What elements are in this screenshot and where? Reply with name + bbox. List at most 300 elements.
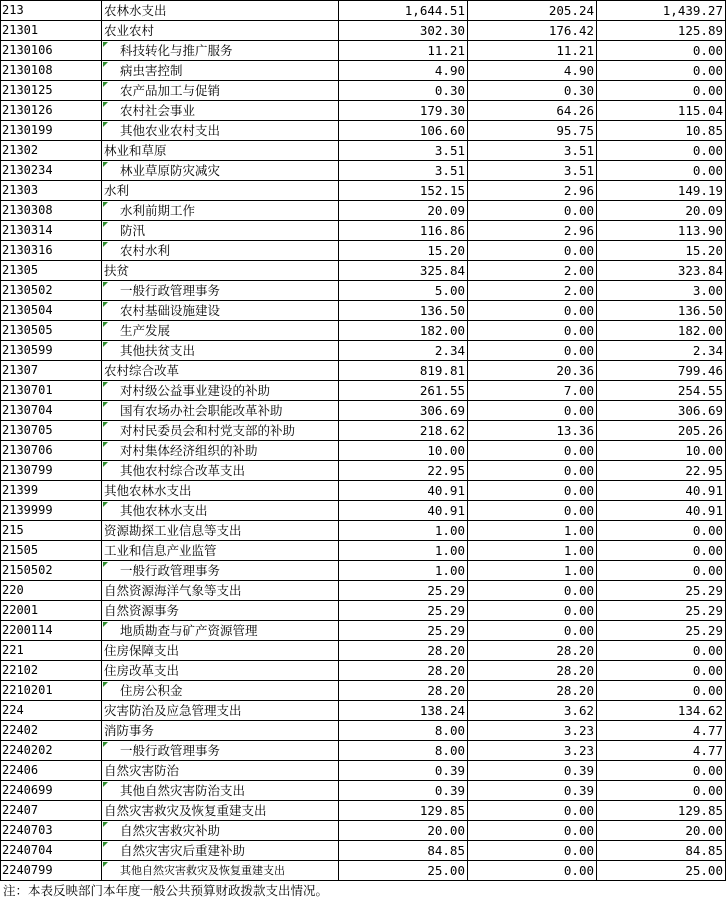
function-code-cell-text: 2240799 (2, 863, 53, 877)
function-name-cell (102, 461, 339, 481)
table-row (1, 481, 726, 501)
table-row (1, 301, 726, 321)
function-name-cell (102, 521, 339, 541)
basic-expenditure-cell-text: 0.00 (563, 243, 594, 258)
total-amount-cell-text: 8.00 (434, 723, 465, 738)
table-row (1, 681, 726, 701)
function-name-cell (102, 661, 339, 681)
basic-expenditure-cell (468, 441, 597, 461)
function-name-cell-text: 灾害防治及应急管理支出 (104, 703, 242, 718)
function-code-cell (1, 341, 102, 361)
total-amount-cell-text: 28.20 (427, 683, 465, 698)
function-name-cell (102, 101, 339, 121)
table-row (1, 21, 726, 41)
total-amount-cell-text: 2.34 (434, 343, 465, 358)
table-row (1, 321, 726, 341)
basic-expenditure-cell (468, 721, 597, 741)
function-code-cell-text: 2130125 (2, 83, 53, 97)
basic-expenditure-cell (468, 561, 597, 581)
function-name-cell (102, 581, 339, 601)
basic-expenditure-cell-text: 3.51 (563, 163, 594, 178)
basic-expenditure-cell (468, 801, 597, 821)
function-code-cell-text: 22407 (2, 803, 39, 817)
function-code-cell (1, 201, 102, 221)
function-code-cell-text: 2240699 (2, 783, 53, 797)
table-row (1, 401, 726, 421)
project-expenditure-cell-text: 115.04 (677, 103, 723, 118)
function-name-cell (102, 561, 339, 581)
total-amount-cell (339, 201, 468, 221)
function-code-cell-text: 2130314 (2, 223, 53, 237)
total-amount-cell-text: 10.00 (427, 443, 465, 458)
function-name-cell (102, 301, 339, 321)
project-expenditure-cell (597, 241, 726, 261)
basic-expenditure-cell-text: 0.00 (563, 603, 594, 618)
total-amount-cell-text: 5.00 (434, 283, 465, 298)
table-row (1, 821, 726, 841)
basic-expenditure-cell (468, 341, 597, 361)
function-code-cell (1, 481, 102, 501)
function-code-cell (1, 301, 102, 321)
basic-expenditure-cell (468, 1, 597, 21)
cell-comment-marker-icon (103, 382, 108, 387)
total-amount-cell-text: 25.00 (427, 863, 465, 878)
basic-expenditure-cell (468, 481, 597, 501)
project-expenditure-cell-text: 254.55 (677, 383, 723, 398)
project-expenditure-cell-text: 0.00 (692, 163, 723, 178)
total-amount-cell-text: 22.95 (427, 463, 465, 478)
total-amount-cell (339, 461, 468, 481)
function-code-cell (1, 381, 102, 401)
function-name-cell (102, 281, 339, 301)
function-name-cell-text: 水利 (104, 183, 130, 198)
function-name-cell (102, 1, 339, 21)
total-amount-cell (339, 81, 468, 101)
basic-expenditure-cell-text: 64.26 (556, 103, 594, 118)
table-row (1, 141, 726, 161)
basic-expenditure-cell-text: 0.00 (563, 823, 594, 838)
project-expenditure-cell-text: 0.00 (692, 643, 723, 658)
function-code-cell (1, 121, 102, 141)
function-code-cell-text: 2130701 (2, 383, 53, 397)
project-expenditure-cell (597, 21, 726, 41)
cell-comment-marker-icon (103, 622, 108, 627)
total-amount-cell-text: 25.29 (427, 603, 465, 618)
table-row (1, 661, 726, 681)
project-expenditure-cell (597, 101, 726, 121)
cell-comment-marker-icon (103, 122, 108, 127)
function-name-cell-text: 自然灾害防治 (104, 763, 180, 778)
total-amount-cell (339, 1, 468, 21)
project-expenditure-cell-text: 1,439.27 (662, 3, 723, 18)
project-expenditure-cell-text: 20.09 (685, 203, 723, 218)
project-expenditure-cell (597, 361, 726, 381)
function-code-cell (1, 801, 102, 821)
function-code-cell (1, 501, 102, 521)
project-expenditure-cell (597, 261, 726, 281)
basic-expenditure-cell (468, 841, 597, 861)
table-row (1, 561, 726, 581)
project-expenditure-cell (597, 141, 726, 161)
total-amount-cell (339, 61, 468, 81)
table-row (1, 241, 726, 261)
total-amount-cell-text: 325.84 (419, 263, 465, 278)
basic-expenditure-cell-text: 0.00 (563, 323, 594, 338)
table-row (1, 101, 726, 121)
total-amount-cell (339, 741, 468, 761)
cell-comment-marker-icon (103, 402, 108, 407)
function-code-cell-text: 21301 (2, 23, 39, 37)
function-name-cell-text: 自然资源事务 (104, 603, 180, 618)
function-code-cell (1, 461, 102, 481)
basic-expenditure-cell (468, 301, 597, 321)
basic-expenditure-cell-text: 0.30 (563, 83, 594, 98)
basic-expenditure-cell (468, 261, 597, 281)
function-code-cell (1, 101, 102, 121)
function-name-cell (102, 341, 339, 361)
function-code-cell-text: 21305 (2, 263, 39, 277)
basic-expenditure-cell-text: 4.90 (563, 63, 594, 78)
total-amount-cell-text: 138.24 (419, 703, 465, 718)
total-amount-cell (339, 321, 468, 341)
function-code-cell (1, 41, 102, 61)
project-expenditure-cell (597, 841, 726, 861)
function-code-cell-text: 2130199 (2, 123, 53, 137)
project-expenditure-cell (597, 401, 726, 421)
project-expenditure-cell-text: 15.20 (685, 243, 723, 258)
project-expenditure-cell-text: 0.00 (692, 783, 723, 798)
total-amount-cell-text: 136.50 (419, 303, 465, 318)
cell-comment-marker-icon (103, 842, 108, 847)
function-code-cell-text: 22402 (2, 723, 39, 737)
basic-expenditure-cell-text: 3.51 (563, 143, 594, 158)
total-amount-cell (339, 441, 468, 461)
table-row (1, 381, 726, 401)
table-row (1, 61, 726, 81)
total-amount-cell-text: 106.60 (419, 123, 465, 138)
project-expenditure-cell (597, 761, 726, 781)
basic-expenditure-cell (468, 361, 597, 381)
function-code-cell-text: 21505 (2, 543, 39, 557)
basic-expenditure-cell-text: 0.00 (563, 443, 594, 458)
project-expenditure-cell-text: 0.00 (692, 683, 723, 698)
function-name-cell-text: 农林水支出 (104, 3, 167, 18)
total-amount-cell-text: 152.15 (419, 183, 465, 198)
basic-expenditure-cell (468, 161, 597, 181)
project-expenditure-cell-text: 799.46 (677, 363, 723, 378)
total-amount-cell-text: 116.86 (419, 223, 465, 238)
function-name-cell (102, 241, 339, 261)
table-row (1, 861, 726, 881)
function-code-cell (1, 641, 102, 661)
function-code-cell (1, 401, 102, 421)
project-expenditure-cell-text: 40.91 (685, 503, 723, 518)
basic-expenditure-cell (468, 641, 597, 661)
function-code-cell-text: 2130234 (2, 163, 53, 177)
basic-expenditure-cell (468, 741, 597, 761)
basic-expenditure-cell (468, 321, 597, 341)
function-code-cell-text: 2130704 (2, 403, 53, 417)
total-amount-cell-text: 306.69 (419, 403, 465, 418)
function-name-cell-text: 扶贫 (104, 263, 130, 278)
basic-expenditure-cell-text: 2.96 (563, 223, 594, 238)
function-name-cell (102, 541, 339, 561)
cell-comment-marker-icon (103, 462, 108, 467)
basic-expenditure-cell-text: 0.00 (563, 303, 594, 318)
basic-expenditure-cell (468, 501, 597, 521)
function-code-cell (1, 541, 102, 561)
total-amount-cell (339, 301, 468, 321)
project-expenditure-cell (597, 541, 726, 561)
project-expenditure-cell (597, 441, 726, 461)
table-body (1, 1, 726, 881)
basic-expenditure-cell-text: 0.00 (563, 343, 594, 358)
project-expenditure-cell (597, 781, 726, 801)
function-code-cell-text: 21307 (2, 363, 39, 377)
function-name-cell-text: 农村基础设施建设 (120, 303, 221, 318)
total-amount-cell-text: 261.55 (419, 383, 465, 398)
total-amount-cell (339, 381, 468, 401)
project-expenditure-cell (597, 661, 726, 681)
table-row (1, 621, 726, 641)
total-amount-cell (339, 221, 468, 241)
cell-comment-marker-icon (103, 82, 108, 87)
table-row (1, 441, 726, 461)
project-expenditure-cell-text: 0.00 (692, 663, 723, 678)
basic-expenditure-cell (468, 181, 597, 201)
project-expenditure-cell (597, 341, 726, 361)
project-expenditure-cell-text: 136.50 (677, 303, 723, 318)
function-name-cell (102, 681, 339, 701)
total-amount-cell-text: 4.90 (434, 63, 465, 78)
function-name-cell-text: 住房改革支出 (104, 663, 180, 678)
function-code-cell-text: 2130316 (2, 243, 53, 257)
total-amount-cell (339, 161, 468, 181)
total-amount-cell-text: 819.81 (419, 363, 465, 378)
function-name-cell-text: 工业和信息产业监管 (104, 543, 217, 558)
total-amount-cell (339, 861, 468, 881)
project-expenditure-cell (597, 81, 726, 101)
basic-expenditure-cell (468, 781, 597, 801)
total-amount-cell (339, 521, 468, 541)
cell-comment-marker-icon (103, 742, 108, 747)
table-row (1, 181, 726, 201)
function-code-cell-text: 2130799 (2, 463, 53, 477)
project-expenditure-cell-text: 0.00 (692, 543, 723, 558)
basic-expenditure-cell (468, 661, 597, 681)
function-name-cell-text: 住房公积金 (120, 683, 183, 698)
project-expenditure-cell (597, 461, 726, 481)
basic-expenditure-cell (468, 861, 597, 881)
function-code-cell (1, 721, 102, 741)
basic-expenditure-cell-text: 0.00 (563, 583, 594, 598)
function-code-cell-text: 2130706 (2, 443, 53, 457)
cell-comment-marker-icon (103, 442, 108, 447)
function-name-cell (102, 501, 339, 521)
total-amount-cell (339, 821, 468, 841)
basic-expenditure-cell (468, 761, 597, 781)
function-name-cell-text: 农业农村 (104, 23, 155, 38)
total-amount-cell (339, 181, 468, 201)
total-amount-cell-text: 1.00 (434, 523, 465, 538)
total-amount-cell-text: 25.29 (427, 583, 465, 598)
total-amount-cell-text: 11.21 (427, 43, 465, 58)
cell-comment-marker-icon (103, 202, 108, 207)
function-code-cell-text: 2200114 (2, 623, 53, 637)
cell-comment-marker-icon (103, 282, 108, 287)
function-code-cell (1, 521, 102, 541)
table-row (1, 721, 726, 741)
project-expenditure-cell (597, 161, 726, 181)
function-code-cell-text: 2240704 (2, 843, 53, 857)
function-name-cell (102, 261, 339, 281)
function-name-cell-text: 农村综合改革 (104, 363, 180, 378)
project-expenditure-cell (597, 601, 726, 621)
project-expenditure-cell (597, 561, 726, 581)
project-expenditure-cell-text: 4.77 (692, 723, 723, 738)
project-expenditure-cell-text: 10.85 (685, 123, 723, 138)
total-amount-cell (339, 401, 468, 421)
total-amount-cell (339, 581, 468, 601)
function-name-cell (102, 221, 339, 241)
table-row (1, 261, 726, 281)
table-row (1, 841, 726, 861)
basic-expenditure-cell (468, 61, 597, 81)
basic-expenditure-cell-text: 0.00 (563, 843, 594, 858)
total-amount-cell (339, 341, 468, 361)
cell-comment-marker-icon (103, 502, 108, 507)
function-name-cell-text: 科技转化与推广服务 (120, 43, 233, 58)
total-amount-cell (339, 261, 468, 281)
total-amount-cell (339, 481, 468, 501)
total-amount-cell (339, 641, 468, 661)
table-row (1, 601, 726, 621)
function-code-cell-text: 2130106 (2, 43, 53, 57)
function-code-cell (1, 441, 102, 461)
total-amount-cell-text: 25.29 (427, 623, 465, 638)
table-row (1, 1, 726, 21)
function-code-cell-text: 2130505 (2, 323, 53, 337)
function-code-cell (1, 181, 102, 201)
function-name-cell-text: 农村社会事业 (120, 103, 196, 118)
table-row (1, 161, 726, 181)
total-amount-cell (339, 841, 468, 861)
function-name-cell-text: 自然灾害救灾补助 (120, 823, 221, 838)
basic-expenditure-cell (468, 81, 597, 101)
total-amount-cell-text: 0.39 (434, 763, 465, 778)
basic-expenditure-cell-text: 0.00 (563, 463, 594, 478)
project-expenditure-cell (597, 581, 726, 601)
project-expenditure-cell (597, 481, 726, 501)
project-expenditure-cell-text: 40.91 (685, 483, 723, 498)
project-expenditure-cell (597, 741, 726, 761)
table-row (1, 761, 726, 781)
basic-expenditure-cell-text: 1.00 (563, 543, 594, 558)
function-code-cell-text: 221 (2, 643, 24, 657)
basic-expenditure-cell (468, 121, 597, 141)
function-code-cell-text: 2130126 (2, 103, 53, 117)
function-name-cell (102, 61, 339, 81)
function-code-cell-text: 2130504 (2, 303, 53, 317)
basic-expenditure-cell-text: 28.20 (556, 683, 594, 698)
cell-comment-marker-icon (103, 782, 108, 787)
table-row (1, 741, 726, 761)
function-name-cell-text: 对村集体经济组织的补助 (120, 443, 258, 458)
project-expenditure-cell (597, 821, 726, 841)
project-expenditure-cell-text: 10.00 (685, 443, 723, 458)
function-code-cell (1, 81, 102, 101)
function-code-cell-text: 2130502 (2, 283, 53, 297)
function-name-cell-text: 对村级公益事业建设的补助 (120, 383, 271, 398)
function-name-cell-text: 一般行政管理事务 (120, 563, 221, 578)
function-code-cell (1, 601, 102, 621)
total-amount-cell-text: 3.51 (434, 143, 465, 158)
project-expenditure-cell (597, 1, 726, 21)
project-expenditure-cell (597, 301, 726, 321)
cell-comment-marker-icon (103, 302, 108, 307)
function-name-cell-text: 国有农场办社会职能改革补助 (120, 403, 283, 418)
total-amount-cell-text: 1,644.51 (404, 3, 465, 18)
basic-expenditure-cell-text: 28.20 (556, 643, 594, 658)
table-row (1, 581, 726, 601)
function-name-cell-text: 其他农林水支出 (120, 503, 208, 518)
function-code-cell (1, 741, 102, 761)
function-name-cell (102, 861, 339, 881)
basic-expenditure-cell (468, 221, 597, 241)
basic-expenditure-cell-text: 1.00 (563, 563, 594, 578)
cell-comment-marker-icon (103, 242, 108, 247)
basic-expenditure-cell (468, 141, 597, 161)
project-expenditure-cell-text: 205.26 (677, 423, 723, 438)
project-expenditure-cell (597, 181, 726, 201)
basic-expenditure-cell-text: 0.00 (563, 863, 594, 878)
function-name-cell (102, 361, 339, 381)
function-name-cell-text: 自然灾害灾后重建补助 (120, 843, 246, 858)
cell-comment-marker-icon (103, 102, 108, 107)
project-expenditure-cell (597, 321, 726, 341)
function-name-cell (102, 201, 339, 221)
basic-expenditure-cell (468, 581, 597, 601)
function-code-cell-text: 21302 (2, 143, 39, 157)
function-name-cell-text: 一般行政管理事务 (120, 743, 221, 758)
basic-expenditure-cell-text: 13.36 (556, 423, 594, 438)
total-amount-cell (339, 701, 468, 721)
project-expenditure-cell-text: 0.00 (692, 83, 723, 98)
project-expenditure-cell (597, 281, 726, 301)
total-amount-cell (339, 21, 468, 41)
table-row (1, 521, 726, 541)
cell-comment-marker-icon (103, 162, 108, 167)
table-row (1, 641, 726, 661)
project-expenditure-cell-text: 3.00 (692, 283, 723, 298)
total-amount-cell (339, 721, 468, 741)
table-row (1, 501, 726, 521)
function-code-cell-text: 2240703 (2, 823, 53, 837)
total-amount-cell-text: 0.30 (434, 83, 465, 98)
function-name-cell-text: 地质勘查与矿产资源管理 (120, 623, 258, 638)
table-row (1, 341, 726, 361)
function-name-cell (102, 821, 339, 841)
table-row (1, 41, 726, 61)
project-expenditure-cell (597, 41, 726, 61)
project-expenditure-cell-text: 125.89 (677, 23, 723, 38)
function-name-cell (102, 161, 339, 181)
function-name-cell (102, 321, 339, 341)
total-amount-cell (339, 121, 468, 141)
function-code-cell (1, 661, 102, 681)
function-name-cell (102, 481, 339, 501)
project-expenditure-cell-text: 84.85 (685, 843, 723, 858)
